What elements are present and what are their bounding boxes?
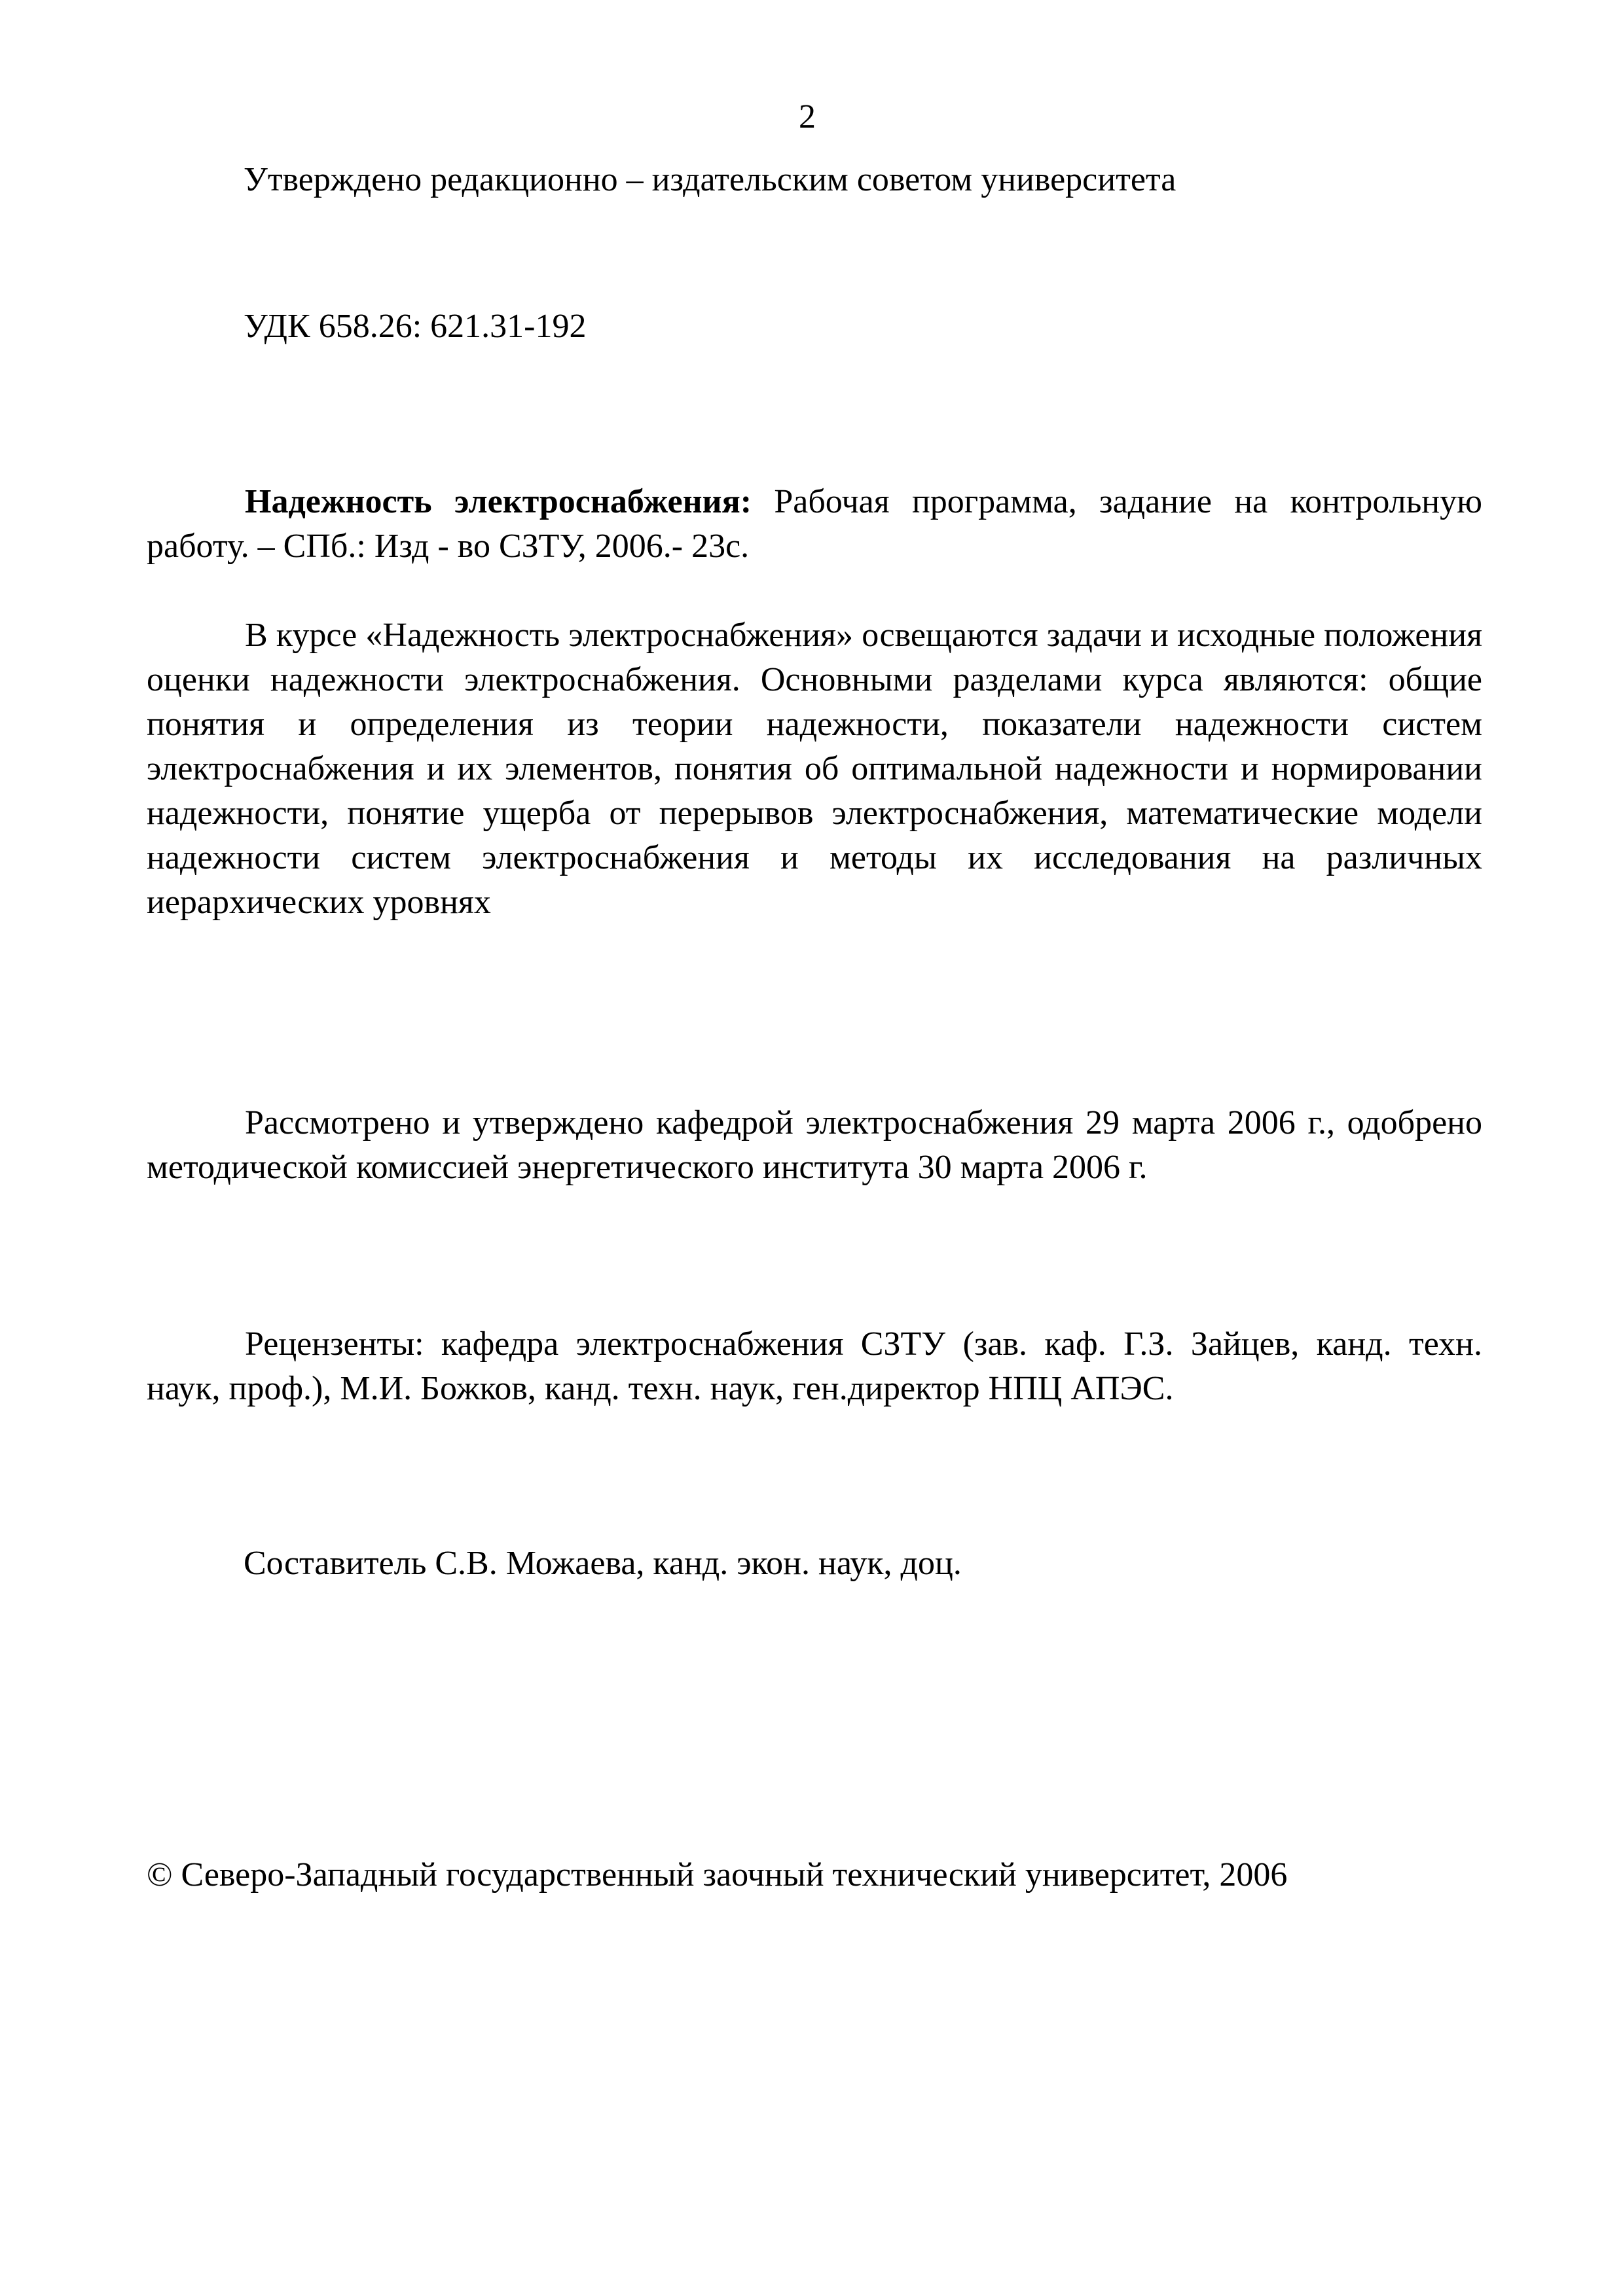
abstract-paragraph: В курсе «Надежность электроснабжения» освещаются задачи и исходные положения оценки надежности электроснабжения. Основными разделами курса являются: общие понятия и определения из теории надежности, показатели надежности систем электроснабжения и их элементов, понятия об оптимальной надежности и нормировании надежности, понятие ущерба от перерывов электроснабжения, математические модели надежности систем электроснабжения и методы их исследования на различных иерархических уровнях [147,617,1482,921]
department-approval: Рассмотрено и утверждено кафедрой электроснабжения 29 марта 2006 г., одобрено методической комиссией энергетического института 30 марта 2006 г. [147,1104,1482,1186]
reviewers-paragraph: Рецензенты: кафедра электроснабжения СЗТУ (зав. каф. Г.З. Зайцев, канд. техн. наук, проф.), М.И. Божков, канд. техн. наук, ген.директор НПЦ АПЭС. [147,1325,1482,1407]
bibliographic-details: Рабочая программа, задание на контрольную работу. – СПб.: Изд - во СЗТУ, 2006.- 23с. [147,483,1482,565]
udk-code: УДК 658.26: 621.31-192 [244,308,587,345]
page-number: 2 [799,98,816,135]
bibliographic-title [147,480,1482,569]
approval-statement: Утверждено редакционно – издательским советом университета [244,161,1176,198]
document-title: Надежность электроснабжения: [245,483,752,520]
copyright-line: © Северо-Западный государственный заочный технический университет, 2006 [147,1856,1288,1893]
compiler-line: Составитель С.В. Можаева, канд. экон. наук, доц. [244,1545,962,1582]
